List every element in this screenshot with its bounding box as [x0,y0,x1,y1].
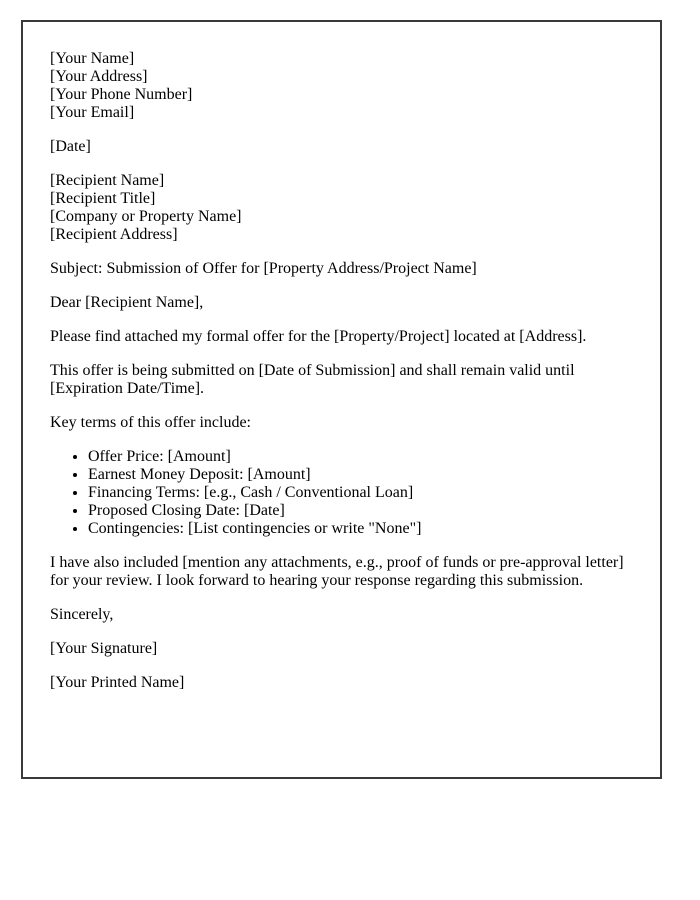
recipient-block [50,172,635,244]
key-term-financing: • Financing Terms: [e.g., Cash / Conventional Loan] [88,484,635,502]
recipient-title-line: [Recipient Title] [50,190,156,207]
sender-address-line: [Your Address] [50,68,148,85]
key-term-closing-date: • Proposed Closing Date: [Date] [88,502,635,520]
sender-phone-line: [Your Phone Number] [50,86,193,103]
sender-email-line: [Your Email] [50,104,135,121]
signature-placeholder: [Your Signature] [50,640,158,657]
sender-block [50,50,635,122]
paragraph-attachments: I have also included [mention any attachments, e.g., proof of funds or pre-approval letter] for your review. I look forward to hearing your response regarding this submission. [50,554,624,589]
salutation: Dear [Recipient Name], [50,294,204,311]
recipient-company-line: [Company or Property Name] [50,208,242,225]
key-terms-intro: Key terms of this offer include: [50,414,251,431]
closing-sincerely: Sincerely, [50,606,114,623]
paragraph-offer-validity: This offer is being submitted on [Date of Submission] and shall remain valid until [Expiration Date/Time]. [50,362,575,397]
key-term-earnest-money: • Earnest Money Deposit: [Amount] [88,466,635,484]
key-term-contingencies: • Contingencies: [List contingencies or write "None"] [88,520,635,538]
recipient-address-line: [Recipient Address] [50,226,178,243]
recipient-name-line: [Recipient Name] [50,172,165,189]
key-terms-list [50,448,635,538]
key-term-offer-price: • Offer Price: [Amount] [88,448,635,466]
paragraph-offer-attached: Please find attached my formal offer for the [Property/Project] located at [Address]. [50,328,587,345]
printed-name-placeholder: [Your Printed Name] [50,674,185,691]
letter-page [21,20,662,779]
sender-name-line: [Your Name] [50,50,135,67]
subject-line: Subject: Submission of Offer for [Property Address/Project Name] [50,260,477,277]
date-line: [Date] [50,138,91,155]
